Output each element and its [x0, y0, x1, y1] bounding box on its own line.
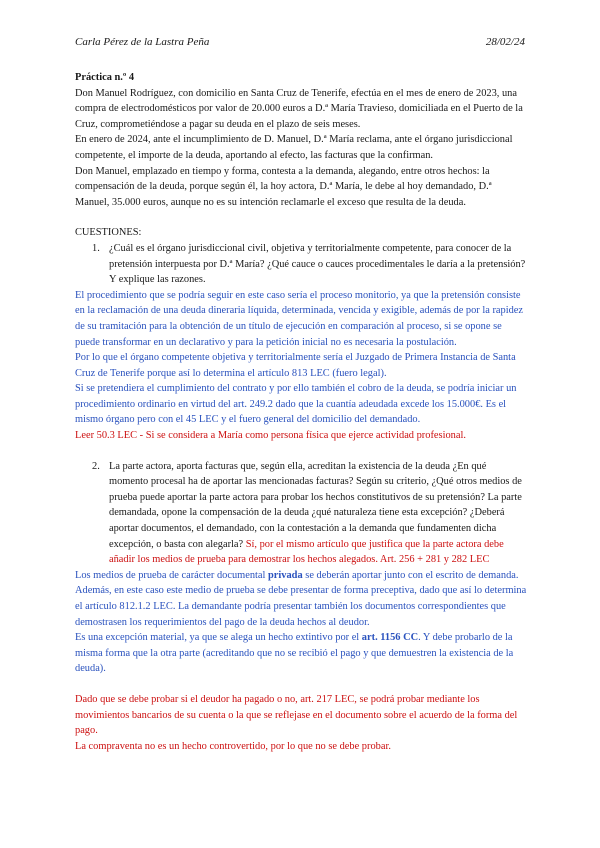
question-number: 2.	[92, 460, 100, 472]
statement-paragraph: Don Manuel, emplazado en tiempo y forma, contesta a la demanda, alegando, entre otros hechos: la compensación de la deuda, porque según él, la hoy actora, D.ª María, le debe al hoy demandado, D.ª Manuel, 35.000 euros, aunque no es su intención reclamarle el exceso que resulta de la deuda.	[75, 165, 492, 208]
answer-text: . Y debe probarlo de la misma forma que la otra parte (acreditando que no se recibió el pago y que demuestren la existencia de la deuda).	[75, 632, 514, 675]
question-text: ¿Cuál es el órgano jurisdiccional civil, objetiva y territorialmente competente, para conocer de la pretensión interpuesta por D.ª María? ¿Qué cauce o cauces procedimentales le daría a la pretensión? Y explique las razones.	[109, 242, 526, 286]
document-date: 28/02/24	[485, 36, 525, 48]
author-name: Carla Pérez de la Lastra Peña	[75, 36, 210, 48]
question-2	[75, 459, 527, 568]
document-body	[75, 70, 527, 754]
answer-paragraph	[75, 630, 527, 677]
answer-emphasis: privada	[268, 569, 303, 581]
answer-paragraph: Si se pretendiera el cumplimiento del contrato y por ello también el cobro de la deuda, se podría iniciar un procedimiento ordinario en virtud del art. 249.2 dado que la cuantía adeudada excede los 15.000€. Es el mismo órgano pero con el 45 LEC y el fuero general del domicilio del demandado.	[75, 383, 517, 426]
answer-text: Es una excepción material, ya que se alega un hecho extintivo por el	[75, 632, 362, 644]
question-list	[75, 241, 527, 288]
answer-emphasis: art. 1156 CC	[361, 632, 419, 644]
annotation-note: Sí, por el mismo artículo que justifica que la parte actora debe añadir los medios de prueba para demostrar los hechos alegados. Art. 256 + 281 y 282 LEC	[109, 538, 504, 566]
practice-title: Práctica n.º 4	[75, 72, 135, 83]
statement-paragraph: Don Manuel Rodríguez, con domicilio en Santa Cruz de Tenerife, efectúa en el mes de enero de 2023, una compra de electrodomésticos por valor de 20.000 euros a D.ª María Travieso, domiciliada en el Puerto de la Cruz, comprometiéndose a pagar su deuda en el plazo de seis meses.	[75, 87, 523, 130]
questions-heading: CUESTIONES:	[75, 227, 142, 239]
annotation-note: La compraventa no es un hecho controvertido, por lo que no se debe probar.	[75, 740, 391, 752]
answer-paragraph	[75, 568, 527, 630]
question-list	[75, 459, 527, 568]
answer-paragraph: Por lo que el órgano competente objetiva y territorialmente sería el Juzgado de Primera Instancia de Santa Cruz de Tenerife porque así lo determina el artículo 813 LEC (fuero legal).	[75, 352, 516, 379]
answer-text: se deberán aportar junto con el escrito de demanda. Además, en este caso este medio de prueba se debe presentar de forma preceptiva, dado que así lo determina el artículo 812.1.2 LEC. La demandante podría presentar también los documentos correspondientes que demostrasen los requerimientos del pago de la deuda hechos al deudor.	[75, 569, 527, 628]
answer-text: Los medios de prueba de carácter documental	[75, 569, 269, 581]
question-text: La parte actora, aporta facturas que, según ella, acreditan la existencia de la deuda ¿En qué momento procesal ha de aportar las mencionadas facturas? Según su criterio, ¿Qué otros medios de prueba puede aportar la parte actora para probar los hechos constitutivos de su pretensión? La parte demandada, opone la compensación de la deuda ¿qué naturaleza tiene esta excepción? ¿Deberá aportar documentos, el demandado, con la contestación a la demanda que fundamenten dicha excepción, o basta con alegarla?	[109, 460, 522, 550]
answer-paragraph: El procedimiento que se podría seguir en este caso sería el proceso monitorio, ya que la pretensión consiste en la reclamación de una deuda dineraria líquida, determinada, vencida y exigible, además de por la rapidez de su tramitación para la obtención de un título de ejecución en comparación al proceso, si se opone se puede transformar en un declarativo y para la petición inicial no es necesaria la postulación.	[75, 289, 524, 348]
annotation-note: Leer 50.3 LEC - Si se considera a María como persona física que ejerce actividad profesional.	[75, 430, 466, 442]
annotation-note: Dado que se debe probar si el deudor ha pagado o no, art. 217 LEC, se podrá probar mediante los movimientos bancarios de su cuenta o la que se reflejase en el documento sobre el acuerdo de la forma del pago.	[75, 693, 518, 737]
question-number: 1.	[92, 242, 100, 254]
statement-paragraph: En enero de 2024, ante el incumplimiento de D. Manuel, D.ª María reclama, ante el órgano jurisdiccional competente, el importe de la deuda, aportando al efecto, las facturas que la confirman.	[75, 134, 513, 161]
question-1	[75, 241, 527, 288]
